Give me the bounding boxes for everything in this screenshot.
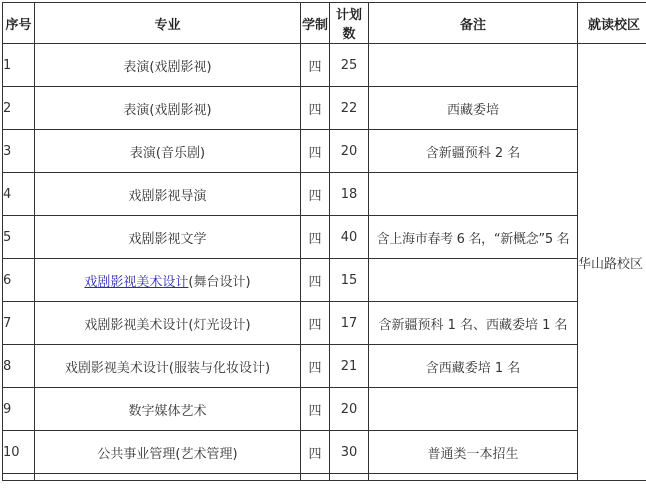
row-years: 四 (301, 44, 330, 87)
row-note (369, 216, 578, 259)
row-note (369, 388, 578, 431)
row-count: 21 (330, 345, 369, 388)
row-major: 戏剧影视文学 (35, 216, 301, 259)
major-link[interactable]: 戏剧影视美术设计 (84, 274, 189, 290)
row-note (369, 259, 578, 302)
row-note-text: 含西藏委培 1 名 (425, 360, 521, 376)
header-index: 序号 (3, 3, 35, 44)
row-years: 四 (301, 259, 330, 302)
major-suffix: (舞台设计) (188, 274, 251, 290)
row-index: 5 (3, 216, 35, 259)
row-note-text: 含新疆预科 1 名、西藏委培 1 名 (378, 317, 568, 333)
row-years: 四 (301, 302, 330, 345)
table-row-cut-off (3, 474, 646, 481)
row-note-text: 含上海市春考 6 名，“新概念”5 名 (376, 231, 570, 247)
row-note-text: 西藏委培 (446, 102, 499, 118)
row-count: 40 (330, 216, 369, 259)
partial-cell (3, 474, 35, 481)
row-major: 表演(戏剧影视) (35, 44, 301, 87)
row-note (369, 345, 578, 388)
table-row (3, 44, 646, 87)
header-count: 计划数 (330, 3, 369, 44)
header-campus: 就读校区 (578, 3, 646, 44)
partial-cell (330, 474, 369, 481)
table-row (3, 388, 646, 431)
row-years: 四 (301, 431, 330, 474)
row-major: 戏剧影视美术设计(灯光设计) (35, 302, 301, 345)
row-major: 表演(戏剧影视) (35, 87, 301, 130)
row-count: 20 (330, 388, 369, 431)
row-count: 18 (330, 173, 369, 216)
row-years: 四 (301, 173, 330, 216)
table-row (3, 173, 646, 216)
row-major: 表演(音乐剧) (35, 130, 301, 173)
table-row (3, 431, 646, 474)
row-index: 10 (3, 431, 35, 474)
row-years: 四 (301, 345, 330, 388)
row-years: 四 (301, 87, 330, 130)
header-major: 专业 (35, 3, 301, 44)
row-index: 7 (3, 302, 35, 345)
row-years: 四 (301, 388, 330, 431)
header-row (3, 3, 646, 44)
row-index: 9 (3, 388, 35, 431)
row-note-text: 普通类一本招生 (427, 446, 519, 462)
row-count: 17 (330, 302, 369, 345)
row-major (35, 259, 301, 302)
table-row (3, 87, 646, 130)
partial-cell (35, 474, 301, 481)
partial-cell (369, 474, 578, 481)
row-major: 公共事业管理(艺术管理) (35, 431, 301, 474)
table-row (3, 259, 646, 302)
row-years: 四 (301, 130, 330, 173)
enrollment-plan-table (2, 2, 646, 481)
row-note (369, 173, 578, 216)
row-note-text: 含新疆预科 2 名 (425, 145, 521, 161)
row-note (369, 87, 578, 130)
row-count: 25 (330, 44, 369, 87)
row-index: 1 (3, 44, 35, 87)
table-row (3, 345, 646, 388)
header-years: 学制 (301, 3, 330, 44)
row-index: 3 (3, 130, 35, 173)
row-years: 四 (301, 216, 330, 259)
table-row (3, 130, 646, 173)
row-major: 数字媒体艺术 (35, 388, 301, 431)
row-note (369, 130, 578, 173)
table-row (3, 302, 646, 345)
row-count: 22 (330, 87, 369, 130)
row-index: 4 (3, 173, 35, 216)
partial-cell (301, 474, 330, 481)
row-count: 30 (330, 431, 369, 474)
row-index: 6 (3, 259, 35, 302)
row-count: 20 (330, 130, 369, 173)
table-row (3, 216, 646, 259)
campus-cell: 华山路校区 (578, 44, 646, 481)
row-count: 15 (330, 259, 369, 302)
row-index: 2 (3, 87, 35, 130)
header-note: 备注 (369, 3, 578, 44)
row-major: 戏剧影视导演 (35, 173, 301, 216)
row-major: 戏剧影视美术设计(服装与化妆设计) (35, 345, 301, 388)
row-note (369, 302, 578, 345)
row-note (369, 431, 578, 474)
row-index: 8 (3, 345, 35, 388)
row-note (369, 44, 578, 87)
